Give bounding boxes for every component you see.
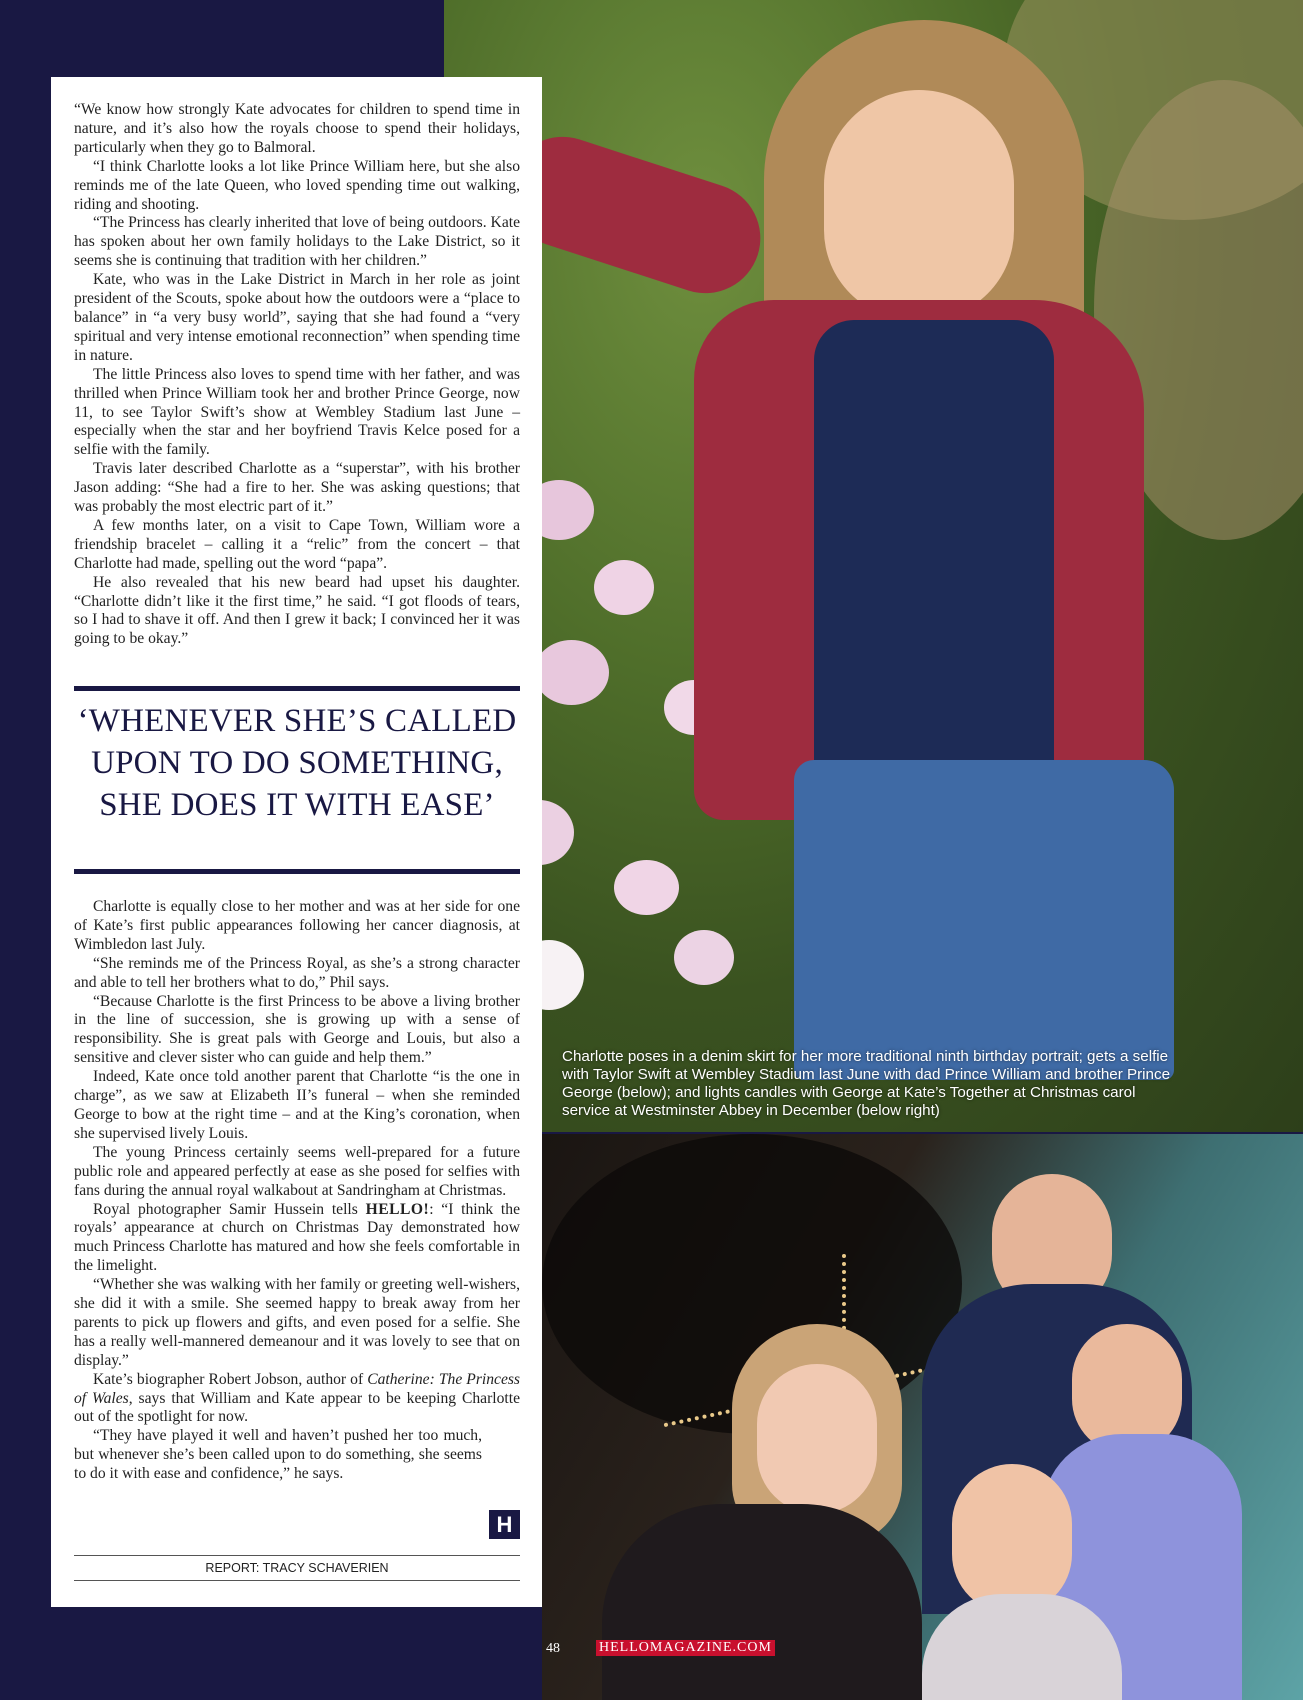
paragraph: “They have played it well and haven’t pushed her too much, but whenever she’s been called upon to do something, she seems to do it with ease and confidence,” he says. [74,1427,482,1483]
paragraph: A few months later, on a visit to Cape Town, William wore a friendship bracelet – calling it a “relic” from the concert – that Charlotte had made, spelling out the word “papa”. [74,516,520,572]
pull-quote-rule-top [74,686,520,691]
text-segment: : “I think the royals’ appearance at church on Christmas Day demonstrated how much Princess Charlotte has matured and how she feels comfortable in the limelight. [74,1200,520,1275]
paragraph: “She reminds me of the Princess Royal, as she’s a strong character and able to tell her brothers what to do,” Phil says. [74,954,520,991]
paragraph: “Because Charlotte is the first Princess to be above a living brother in the line of succession, she is growing up with a sense of responsibility. She is great pals with George and Louis, but also a sensitive and clever sister who can guide and help them.” [74,992,520,1067]
body-text-top [74,101,520,649]
paragraph: The young Princess certainly seems well-prepared for a future public role and appeared perfectly at ease as she posed for selfies with fans during the annual royal walkabout at Sandringham at Christmas. [74,1143,520,1199]
photo-caption: Charlotte poses in a denim skirt for her more traditional ninth birthday portrait; gets a selfie with Taylor Swift at Wembley Stadium last June with dad Prince William and brother Prince George (below); and lights candles with George at Kate’s Together at Christmas carol service at Westminster Abbey in December (below right) [562,1048,1171,1119]
paragraph [74,1201,520,1277]
paragraph: Kate, who was in the Lake District in March in her role as joint president of the Scouts, spoke about how the outdoors were a “place to balance” in “a very busy world”, saying that she had found a “very spiritual and very intense emotional reconnection” when spending time in nature. [74,271,520,364]
report-credit: REPORT: TRACY SCHAVERIEN [74,1555,520,1581]
website-link[interactable]: HELLOMAGAZINE.COM [596,1640,775,1656]
paragraph: Indeed, Kate once told another parent that Charlotte “is the one in charge”, as we saw at Elizabeth II’s funeral – when she reminded George to bow at the right time – and at the King’s coronation, when she supervised lively Louis. [74,1068,520,1142]
brand-name: HELLO! [365,1200,430,1218]
paragraph: Charlotte is equally close to her mother and was at her side for one of Kate’s first public appearances following her cancer diagnosis, at Wimbledon last July. [74,898,520,953]
paragraph: “Whether she was walking with her family or greeting well-wishers, she did it with a smile. She seemed happy to break away from her parents to pick up flowers and gifts, and even posed for a selfie. She has a really well-mannered demeanour and it was lovely to see that on display.” [74,1276,520,1369]
paragraph: “I think Charlotte looks a lot like Prince William here, but she also reminds me of the late Queen, who loved spending time out walking, riding and shooting. [74,157,520,213]
paragraph: The little Princess also loves to spend time with her father, and was thrilled when Prince William took her and brother Prince George, now 11, to see Taylor Swift’s show at Wembley Stadium last June – especially when the star and her boyfriend Travis Kelce posed for a selfie with the family. [74,365,520,459]
body-text-bottom [74,898,520,1484]
text-segment: Royal photographer Samir Hussein tells [93,1200,366,1218]
photo-charlotte-portrait [444,0,1303,1132]
pull-quote: ‘WHENEVER SHE’S CALLED UPON TO DO SOMETHING, SHE DOES IT WITH EASE’ [77,703,517,823]
text-segment: Kate’s biographer Robert Jobson, author of [93,1370,368,1388]
paragraph: “The Princess has clearly inherited that love of being outdoors. Kate has spoken about her own family holidays to the Lake District, so it seems she is continuing that tradition with her children.” [74,214,520,270]
paragraph [74,1371,520,1428]
book-title: Catherine: The Princess of Wales [74,1370,521,1407]
page-number: 48 [546,1641,560,1656]
text-segment: , says that William and Kate appear to be keeping Charlotte out of the spotlight for now. [74,1389,520,1426]
paragraph: Travis later described Charlotte as a “superstar”, with his brother Jason adding: “She had a fire to her. She was asking questions; that was probably the most electric part of it.” [74,460,520,516]
photo-selfie-wembley [542,1134,1303,1700]
paragraph: “We know how strongly Kate advocates for children to spend time in nature, and it’s also how the royals choose to spend their holidays, particularly when they go to Balmoral. [74,101,520,156]
pull-quote-rule-bottom [74,869,520,874]
end-mark-logo: H [489,1510,520,1539]
paragraph: He also revealed that his new beard had upset his daughter. “Charlotte didn’t like it the first time,” he said. “I got floods of tears, so I had to shave it off. And then I grew it back; I convinced her it was going to be okay.” [74,573,520,648]
